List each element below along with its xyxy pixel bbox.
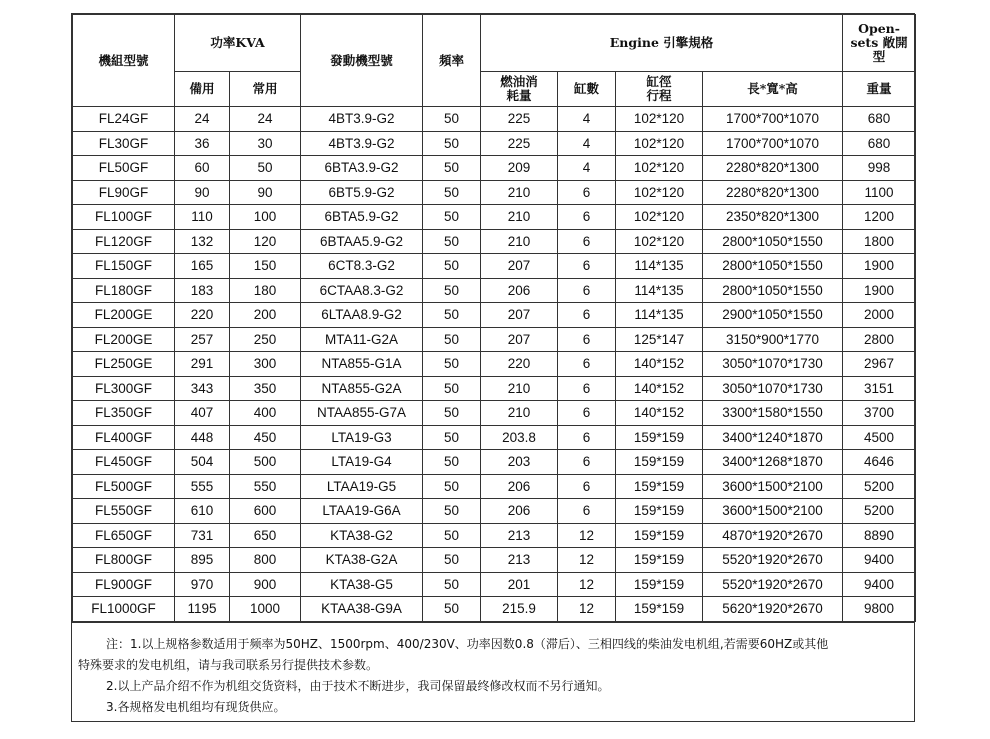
cell-dims: 3600*1500*2100: [703, 499, 843, 524]
table-row: [73, 352, 916, 377]
table-row: [73, 131, 916, 156]
cell-cylinders: 12: [558, 548, 616, 573]
cell-weight: 3151: [843, 376, 916, 401]
cell-dims: 2800*1050*1550: [703, 254, 843, 279]
cell-cylinders: 6: [558, 352, 616, 377]
cell-frequency: 50: [423, 572, 481, 597]
cell-fuel: 225: [481, 131, 558, 156]
cell-cylinders: 6: [558, 425, 616, 450]
cell-weight: 9400: [843, 548, 916, 573]
cell-bore-stroke: 159*159: [616, 548, 703, 573]
table-row: [73, 523, 916, 548]
cell-dims: 5620*1920*2670: [703, 597, 843, 622]
cell-fuel: 203.8: [481, 425, 558, 450]
header-open-sets: Open-sets 敞開型: [843, 15, 916, 72]
cell-model: FL180GF: [73, 278, 175, 303]
table-row: [73, 156, 916, 181]
cell-model: FL350GF: [73, 401, 175, 426]
header-engine-model: 發動機型號: [301, 15, 423, 107]
cell-fuel: 209: [481, 156, 558, 181]
cell-frequency: 50: [423, 303, 481, 328]
header-model: 機組型號: [73, 15, 175, 107]
cell-frequency: 50: [423, 425, 481, 450]
cell-weight: 3700: [843, 401, 916, 426]
table-row: [73, 303, 916, 328]
table-row: [73, 474, 916, 499]
cell-weight: 2000: [843, 303, 916, 328]
cell-cylinders: 12: [558, 572, 616, 597]
cell-bore-stroke: 114*135: [616, 303, 703, 328]
cell-prime: 1000: [230, 597, 301, 622]
note-3: 3.各规格发电机组均有现货供应。: [106, 699, 286, 714]
cell-model: FL150GF: [73, 254, 175, 279]
cell-bore-stroke: 102*120: [616, 107, 703, 132]
table-row: [73, 107, 916, 132]
cell-bore-stroke: 140*152: [616, 352, 703, 377]
cell-cylinders: 6: [558, 327, 616, 352]
cell-engine-model: NTA855-G1A: [301, 352, 423, 377]
cell-model: FL250GE: [73, 352, 175, 377]
table-row: [73, 499, 916, 524]
cell-standby: 1195: [175, 597, 230, 622]
cell-cylinders: 6: [558, 499, 616, 524]
cell-frequency: 50: [423, 180, 481, 205]
cell-weight: 5200: [843, 474, 916, 499]
table-row: [73, 401, 916, 426]
cell-model: FL400GF: [73, 425, 175, 450]
cell-weight: 4646: [843, 450, 916, 475]
cell-standby: 291: [175, 352, 230, 377]
cell-frequency: 50: [423, 352, 481, 377]
cell-bore-stroke: 159*159: [616, 499, 703, 524]
cell-engine-model: 4BT3.9-G2: [301, 131, 423, 156]
table-row: [73, 450, 916, 475]
cell-dims: 1700*700*1070: [703, 107, 843, 132]
cell-standby: 220: [175, 303, 230, 328]
cell-frequency: 50: [423, 254, 481, 279]
cell-prime: 650: [230, 523, 301, 548]
note-2: 2.以上产品介绍不作为机组交货资料，由于技术不断进步，我司保留最终修改权而不另行通知。: [106, 678, 610, 693]
cell-prime: 90: [230, 180, 301, 205]
cell-bore-stroke: 159*159: [616, 572, 703, 597]
header-dims: 長*寬*高: [703, 72, 843, 107]
cell-dims: 5520*1920*2670: [703, 548, 843, 573]
cell-engine-model: 6CTAA8.3-G2: [301, 278, 423, 303]
cell-fuel: 206: [481, 499, 558, 524]
cell-standby: 165: [175, 254, 230, 279]
cell-engine-model: LTAA19-G5: [301, 474, 423, 499]
table-row: [73, 376, 916, 401]
cell-fuel: 206: [481, 474, 558, 499]
cell-standby: 90: [175, 180, 230, 205]
cell-fuel: 203: [481, 450, 558, 475]
cell-dims: 2350*820*1300: [703, 205, 843, 230]
cell-standby: 407: [175, 401, 230, 426]
cell-prime: 120: [230, 229, 301, 254]
cell-engine-model: MTA11-G2A: [301, 327, 423, 352]
cell-engine-model: LTA19-G4: [301, 450, 423, 475]
cell-cylinders: 6: [558, 450, 616, 475]
notes-section: [72, 622, 914, 718]
cell-fuel: 213: [481, 523, 558, 548]
cell-bore-stroke: 125*147: [616, 327, 703, 352]
cell-prime: 180: [230, 278, 301, 303]
cell-engine-model: 6BT5.9-G2: [301, 180, 423, 205]
cell-engine-model: LTA19-G3: [301, 425, 423, 450]
cell-cylinders: 4: [558, 156, 616, 181]
cell-dims: 4870*1920*2670: [703, 523, 843, 548]
table-row: [73, 254, 916, 279]
table-row: [73, 229, 916, 254]
cell-model: FL450GF: [73, 450, 175, 475]
cell-dims: 2800*1050*1550: [703, 229, 843, 254]
cell-bore-stroke: 159*159: [616, 450, 703, 475]
cell-engine-model: KTA38-G2A: [301, 548, 423, 573]
cell-bore-stroke: 159*159: [616, 425, 703, 450]
cell-bore-stroke: 140*152: [616, 401, 703, 426]
cell-engine-model: 6LTAA8.9-G2: [301, 303, 423, 328]
cell-prime: 100: [230, 205, 301, 230]
cell-prime: 800: [230, 548, 301, 573]
cell-model: FL24GF: [73, 107, 175, 132]
cell-cylinders: 6: [558, 254, 616, 279]
cell-bore-stroke: 159*159: [616, 523, 703, 548]
header-standby: 備用: [175, 72, 230, 107]
cell-prime: 550: [230, 474, 301, 499]
cell-weight: 9800: [843, 597, 916, 622]
cell-standby: 24: [175, 107, 230, 132]
cell-fuel: 220: [481, 352, 558, 377]
cell-engine-model: NTA855-G2A: [301, 376, 423, 401]
cell-model: FL300GF: [73, 376, 175, 401]
cell-dims: 2280*820*1300: [703, 156, 843, 181]
cell-prime: 150: [230, 254, 301, 279]
cell-dims: 5520*1920*2670: [703, 572, 843, 597]
cell-prime: 250: [230, 327, 301, 352]
cell-weight: 2800: [843, 327, 916, 352]
cell-bore-stroke: 114*135: [616, 278, 703, 303]
cell-fuel: 225: [481, 107, 558, 132]
cell-dims: 3300*1580*1550: [703, 401, 843, 426]
cell-bore-stroke: 159*159: [616, 474, 703, 499]
cell-weight: 680: [843, 131, 916, 156]
note-1-continued: 特殊要求的发电机组，请与我司联系另行提供技术参数。: [78, 657, 379, 672]
cell-frequency: 50: [423, 156, 481, 181]
cell-engine-model: 6CT8.3-G2: [301, 254, 423, 279]
cell-frequency: 50: [423, 597, 481, 622]
cell-cylinders: 12: [558, 523, 616, 548]
cell-cylinders: 4: [558, 131, 616, 156]
cell-cylinders: 6: [558, 401, 616, 426]
cell-weight: 1800: [843, 229, 916, 254]
table-row: [73, 205, 916, 230]
cell-cylinders: 4: [558, 107, 616, 132]
cell-frequency: 50: [423, 523, 481, 548]
cell-model: FL500GF: [73, 474, 175, 499]
cell-engine-model: 6BTA3.9-G2: [301, 156, 423, 181]
cell-frequency: 50: [423, 107, 481, 132]
cell-fuel: 210: [481, 229, 558, 254]
cell-fuel: 201: [481, 572, 558, 597]
cell-bore-stroke: 114*135: [616, 254, 703, 279]
cell-prime: 300: [230, 352, 301, 377]
cell-dims: 3400*1240*1870: [703, 425, 843, 450]
cell-frequency: 50: [423, 229, 481, 254]
cell-standby: 110: [175, 205, 230, 230]
note-1: 注：1.以上规格参数适用于频率为50HZ、1500rpm、400/230V、功率因数0.8（滞后）、三相四线的柴油发电机组,若需要60HZ或其他: [106, 636, 829, 651]
cell-dims: 3050*1070*1730: [703, 376, 843, 401]
cell-fuel: 210: [481, 180, 558, 205]
cell-cylinders: 6: [558, 229, 616, 254]
cell-model: FL120GF: [73, 229, 175, 254]
cell-bore-stroke: 102*120: [616, 229, 703, 254]
header-engine-spec: Engine 引擎規格: [481, 15, 843, 72]
cell-frequency: 50: [423, 278, 481, 303]
cell-cylinders: 6: [558, 205, 616, 230]
cell-prime: 600: [230, 499, 301, 524]
table-row: [73, 425, 916, 450]
cell-prime: 500: [230, 450, 301, 475]
cell-standby: 60: [175, 156, 230, 181]
cell-fuel: 207: [481, 254, 558, 279]
cell-weight: 5200: [843, 499, 916, 524]
cell-bore-stroke: 102*120: [616, 156, 703, 181]
cell-engine-model: 6BTAA5.9-G2: [301, 229, 423, 254]
cell-dims: 2900*1050*1550: [703, 303, 843, 328]
cell-frequency: 50: [423, 401, 481, 426]
cell-weight: 998: [843, 156, 916, 181]
spec-sheet: [71, 13, 915, 722]
cell-weight: 1100: [843, 180, 916, 205]
cell-standby: 36: [175, 131, 230, 156]
cell-dims: 1700*700*1070: [703, 131, 843, 156]
cell-prime: 24: [230, 107, 301, 132]
cell-cylinders: 6: [558, 376, 616, 401]
cell-frequency: 50: [423, 499, 481, 524]
cell-standby: 610: [175, 499, 230, 524]
header-cylinders: 缸數: [558, 72, 616, 107]
cell-fuel: 207: [481, 327, 558, 352]
cell-cylinders: 6: [558, 303, 616, 328]
cell-frequency: 50: [423, 205, 481, 230]
cell-weight: 8890: [843, 523, 916, 548]
cell-engine-model: 6BTA5.9-G2: [301, 205, 423, 230]
table-row: [73, 597, 916, 622]
cell-frequency: 50: [423, 548, 481, 573]
cell-bore-stroke: 102*120: [616, 180, 703, 205]
table-row: [73, 278, 916, 303]
table-row: [73, 327, 916, 352]
header-power: 功率KVA: [175, 15, 301, 72]
cell-weight: 4500: [843, 425, 916, 450]
table-row: [73, 180, 916, 205]
cell-standby: 257: [175, 327, 230, 352]
cell-prime: 450: [230, 425, 301, 450]
cell-fuel: 210: [481, 376, 558, 401]
cell-standby: 731: [175, 523, 230, 548]
header-frequency: 頻率: [423, 15, 481, 107]
cell-engine-model: 4BT3.9-G2: [301, 107, 423, 132]
cell-prime: 400: [230, 401, 301, 426]
cell-dims: 3050*1070*1730: [703, 352, 843, 377]
cell-model: FL50GF: [73, 156, 175, 181]
cell-frequency: 50: [423, 450, 481, 475]
cell-dims: 2280*820*1300: [703, 180, 843, 205]
cell-fuel: 207: [481, 303, 558, 328]
cell-prime: 30: [230, 131, 301, 156]
cell-model: FL650GF: [73, 523, 175, 548]
cell-bore-stroke: 102*120: [616, 131, 703, 156]
cell-model: FL200GE: [73, 303, 175, 328]
cell-standby: 504: [175, 450, 230, 475]
header-weight: 重量: [843, 72, 916, 107]
cell-weight: 1900: [843, 278, 916, 303]
cell-model: FL100GF: [73, 205, 175, 230]
cell-cylinders: 12: [558, 597, 616, 622]
header-bore-stroke: 缸徑行程: [616, 72, 703, 107]
cell-cylinders: 6: [558, 180, 616, 205]
cell-cylinders: 6: [558, 474, 616, 499]
generator-spec-table: [72, 14, 916, 622]
cell-engine-model: KTA38-G5: [301, 572, 423, 597]
table-row: [73, 572, 916, 597]
cell-model: FL800GF: [73, 548, 175, 573]
cell-dims: 3600*1500*2100: [703, 474, 843, 499]
cell-frequency: 50: [423, 131, 481, 156]
table-row: [73, 548, 916, 573]
cell-engine-model: KTAA38-G9A: [301, 597, 423, 622]
cell-standby: 970: [175, 572, 230, 597]
cell-fuel: 210: [481, 205, 558, 230]
cell-weight: 2967: [843, 352, 916, 377]
cell-standby: 183: [175, 278, 230, 303]
cell-weight: 9400: [843, 572, 916, 597]
cell-frequency: 50: [423, 376, 481, 401]
cell-weight: 1900: [843, 254, 916, 279]
cell-frequency: 50: [423, 327, 481, 352]
cell-fuel: 213: [481, 548, 558, 573]
cell-bore-stroke: 159*159: [616, 597, 703, 622]
cell-prime: 350: [230, 376, 301, 401]
cell-model: FL90GF: [73, 180, 175, 205]
cell-engine-model: NTAA855-G7A: [301, 401, 423, 426]
header-prime: 常用: [230, 72, 301, 107]
cell-model: FL900GF: [73, 572, 175, 597]
cell-bore-stroke: 102*120: [616, 205, 703, 230]
cell-standby: 555: [175, 474, 230, 499]
cell-model: FL1000GF: [73, 597, 175, 622]
cell-standby: 448: [175, 425, 230, 450]
cell-prime: 200: [230, 303, 301, 328]
cell-dims: 3400*1268*1870: [703, 450, 843, 475]
cell-weight: 1200: [843, 205, 916, 230]
cell-dims: 3150*900*1770: [703, 327, 843, 352]
cell-frequency: 50: [423, 474, 481, 499]
cell-fuel: 206: [481, 278, 558, 303]
header-fuel: 燃油消耗量: [481, 72, 558, 107]
spec-rows: [73, 107, 916, 622]
cell-prime: 900: [230, 572, 301, 597]
cell-weight: 680: [843, 107, 916, 132]
cell-engine-model: KTA38-G2: [301, 523, 423, 548]
cell-standby: 132: [175, 229, 230, 254]
cell-standby: 895: [175, 548, 230, 573]
cell-model: FL200GE: [73, 327, 175, 352]
cell-model: FL550GF: [73, 499, 175, 524]
cell-cylinders: 6: [558, 278, 616, 303]
cell-dims: 2800*1050*1550: [703, 278, 843, 303]
cell-fuel: 215.9: [481, 597, 558, 622]
cell-prime: 50: [230, 156, 301, 181]
cell-bore-stroke: 140*152: [616, 376, 703, 401]
cell-fuel: 210: [481, 401, 558, 426]
cell-model: FL30GF: [73, 131, 175, 156]
cell-engine-model: LTAA19-G6A: [301, 499, 423, 524]
cell-standby: 343: [175, 376, 230, 401]
